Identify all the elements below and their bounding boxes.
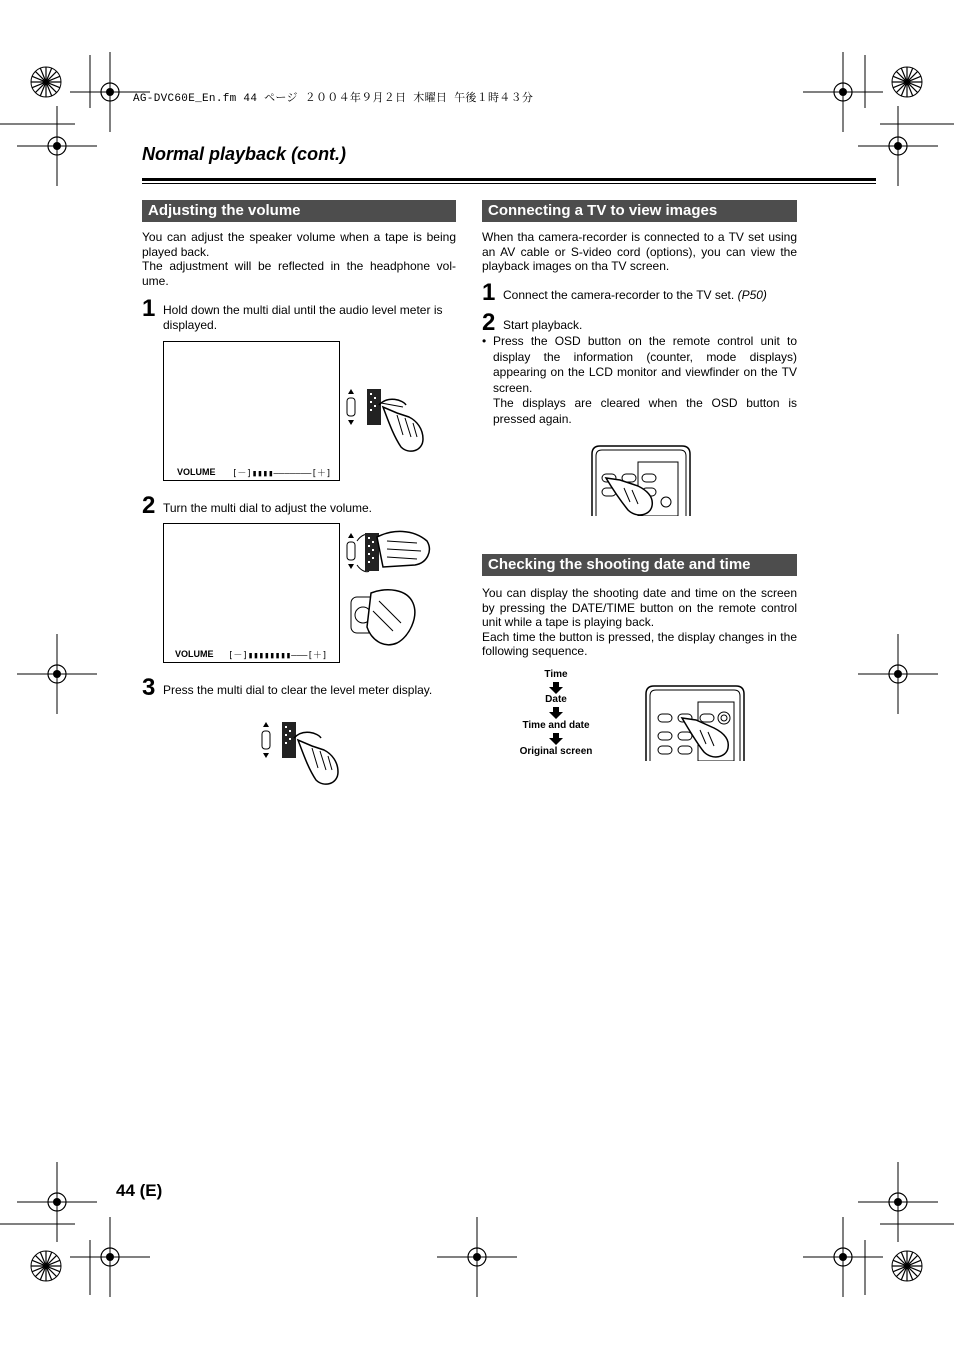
- step-number: 2: [142, 492, 156, 519]
- step-text: [503, 288, 797, 303]
- step-number: 1: [482, 279, 496, 306]
- crosshair-mark: [803, 1217, 883, 1297]
- intro-paragraph: The adjustment will be reflected in the headphone vol-ume.: [142, 259, 456, 288]
- intro-paragraph: You can display the shooting date and time on the screen by pressing the DATE/TIME button on the remote control unit while a tape is playing back.: [482, 586, 797, 629]
- sequence-item-time: Time: [544, 669, 568, 680]
- lcd-screen-illustration: [163, 341, 340, 481]
- star-target-mark: [892, 67, 922, 97]
- adjusting-volume-intro: [142, 230, 456, 288]
- print-header: AG-DVC60E_En.fm 44 ページ ２００４年９月２日 木曜日 午後１時４３分: [133, 93, 534, 105]
- page-reference: (P50): [737, 288, 767, 302]
- header-rule: [142, 178, 876, 181]
- section-title: Normal playback (cont.): [142, 144, 347, 164]
- bullet: •: [482, 334, 487, 348]
- volume-label: VOLUME: [177, 467, 216, 477]
- lcd-screen-illustration: [163, 523, 340, 663]
- remote-control-osd-illustration: [590, 444, 692, 516]
- multi-dial-press-icon: [343, 385, 428, 455]
- star-target-mark: [31, 67, 61, 97]
- step-text: Press the multi dial to clear the level meter display.: [163, 683, 433, 697]
- connecting-tv-intro: When tha camera-recorder is connected to a TV set using an AV cable or S-video cord (options), you can view the playback images on tha TV screen.: [482, 230, 797, 273]
- header-rule-thin: [142, 183, 876, 184]
- multi-dial-turn-icon: [343, 527, 435, 657]
- connecting-tv-heading: Connecting a TV to view images: [482, 200, 797, 222]
- crosshair-mark: [437, 1217, 517, 1297]
- step-text-main: Connect the camera-recorder to the TV set.: [503, 288, 735, 302]
- sequence-item-original-screen: Original screen: [519, 746, 593, 757]
- step-text: Turn the multi dial to adjust the volume.: [163, 501, 372, 515]
- crosshair-mark: [858, 634, 938, 714]
- volume-meter: [－]▮▮▮▮–––––––[＋]: [232, 469, 332, 479]
- page-number: 44 (E): [116, 1181, 163, 1200]
- bullet-paragraph: Press the OSD button on the remote control unit to display the information (counter, mode displays) appearing on the LCD monitor and viewfinder on the TV screen.: [493, 334, 797, 395]
- down-arrow-icon: [549, 733, 563, 745]
- crosshair-mark: [17, 106, 97, 186]
- sequence-item-time-and-date: Time and date: [522, 720, 590, 731]
- date-time-heading: Checking the shooting date and time: [482, 554, 797, 576]
- crosshair-mark: [803, 52, 883, 132]
- date-time-intro: [482, 586, 797, 659]
- down-arrow-icon: [549, 682, 563, 694]
- volume-meter: [－]▮▮▮▮▮▮▮▮–––[＋]: [228, 651, 328, 661]
- down-arrow-icon: [549, 707, 563, 719]
- crosshair-mark: [17, 634, 97, 714]
- step-text: Start playback.: [503, 318, 583, 332]
- crosshair-mark: [17, 1162, 97, 1242]
- step-number: 1: [142, 295, 156, 322]
- bullet-paragraph: The displays are cleared when the OSD button is pressed again.: [493, 396, 797, 426]
- multi-dial-press-icon: [258, 718, 343, 790]
- star-target-mark: [31, 1251, 61, 1281]
- intro-paragraph: Each time the button is pressed, the display changes in the following sequence.: [482, 629, 797, 658]
- step-number: 2: [482, 309, 496, 336]
- star-target-mark: [892, 1251, 922, 1281]
- step-number: 3: [142, 674, 156, 701]
- step-text: Hold down the multi dial until the audio level meter is displayed.: [163, 303, 443, 332]
- crosshair-mark: [858, 106, 938, 186]
- volume-label: VOLUME: [175, 649, 214, 659]
- adjusting-volume-heading: Adjusting the volume: [142, 200, 456, 222]
- crosshair-mark: [70, 1217, 150, 1297]
- intro-paragraph: You can adjust the speaker volume when a tape is being played back.: [142, 230, 456, 259]
- crosshair-mark: [858, 1162, 938, 1242]
- sequence-item-date: Date: [545, 694, 567, 705]
- remote-control-date-time-illustration: [644, 684, 746, 761]
- bullet-text: [493, 334, 797, 427]
